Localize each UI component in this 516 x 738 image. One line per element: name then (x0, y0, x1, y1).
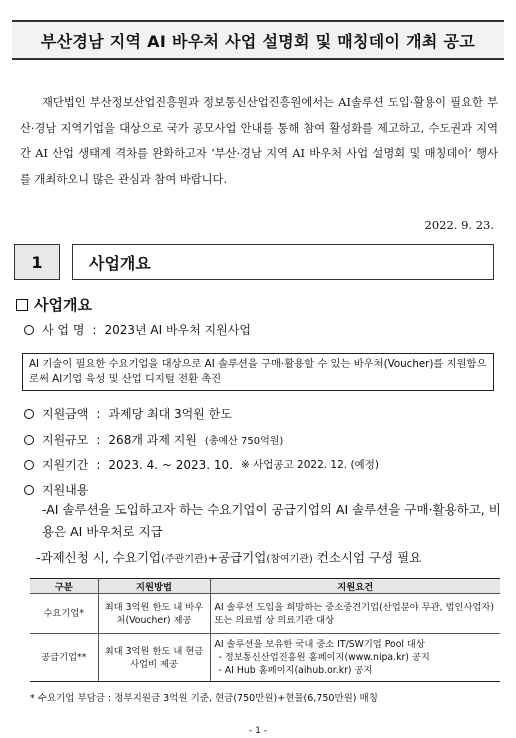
table-cell-method: 최대 3억원 한도 내 현금 사업비 제공 (98, 634, 210, 682)
circle-bullet-icon (24, 409, 34, 419)
detail-label: 지원금액 (42, 407, 89, 421)
announcement-date: 2022. 9. 23. (424, 218, 494, 232)
detail-note: (총예산 750억원) (204, 436, 284, 447)
detail-colon: : (96, 406, 101, 421)
circle-bullet-icon (24, 435, 34, 445)
detail-note: ※ 사업공고 2022. 12. (예정) (240, 459, 379, 471)
table-cell-type: 수요기업* (30, 594, 98, 634)
detail-item-period (24, 456, 379, 473)
detail-value: 268개 과제 지원 (108, 433, 197, 447)
dash2-part-b: (주관기관) (161, 554, 208, 565)
section-number: 1 (14, 244, 60, 280)
project-description-box (22, 353, 494, 391)
detail-value: 2023. 4. ~ 2023. 10. (108, 457, 233, 472)
project-description: AI 기술이 필요한 수요기업을 대상으로 AI 솔루션을 구매·활용할 수 있는 바우처(Voucher)를 지원함으로써 AI기업 육성 및 산업 디지털 전환 촉진 (29, 358, 487, 385)
support-content-item (24, 481, 88, 498)
project-name-label: 사 업 명 (42, 323, 85, 337)
circle-bullet-icon (24, 325, 34, 335)
support-content-dash-1: -AI 솔루션을 도입하고자 하는 수요기업이 공급기업의 AI 솔루션을 구매·활용하고, 비용은 AI 바우처로 지급 (42, 502, 501, 539)
section-header (14, 244, 494, 280)
project-name-colon: : (92, 322, 97, 337)
detail-value: 과제당 최대 3억원 한도 (108, 407, 232, 421)
support-content-dash-2 (36, 547, 496, 571)
detail-item-scale (24, 431, 283, 448)
project-name-value: 2023년 AI 바우처 지원사업 (104, 323, 251, 337)
circle-bullet-icon (24, 485, 34, 495)
subsection-heading (16, 294, 92, 315)
document-title-text: 부산경남 지역 AI 바우처 사업 설명회 및 매칭데이 개최 공고 (40, 31, 476, 51)
intro-paragraph: 재단법인 부산정보산업진흥원과 정보통신산업진흥원에서는 AI솔루션 도입·활용이 필요한 부산·경남 지역기업을 대상으로 국가 공모사업 안내를 통해 참여 활성화를 제고하고, 수도권과 지역 간 AI 산업 생태계 격차를 완화하고자 ‘부산·경남 지역 AI 바우처 사업 설명회 및 매칭데이’ 행사를 개최하오니 많은 관심과 참여 바랍니다. (20, 96, 498, 186)
table-cell-requirement: AI 솔루션 도입을 희망하는 중소중견기업(산업분야 무관, 법인사업자) 또는 의료법 상 의료기관 대상 (210, 594, 500, 634)
detail-label: 지원기간 (42, 458, 89, 472)
requirement-line: AI 솔루션을 보유한 국내 중소 IT/SW기업 Pool 대상 (214, 639, 425, 650)
intro-section (20, 90, 498, 192)
table-cell-requirement (210, 634, 500, 682)
subsection-title: 사업개요 (34, 296, 92, 314)
project-name-item (24, 321, 251, 338)
support-content-label: 지원내용 (42, 483, 89, 497)
dash2-part-d: (참여기관) (266, 554, 313, 565)
footnote: * 수요기업 부담금 : 정부지원금 3억원 기준, 현금(750만원)+현물(6,750만원) 매칭 (30, 693, 378, 704)
table-row (30, 594, 500, 634)
detail-label: 지원규모 (42, 433, 89, 447)
support-table (30, 578, 500, 682)
table-header: 지원요건 (210, 579, 500, 594)
dash2-part-a: -과제신청 시, 수요기업 (36, 550, 162, 565)
table-header: 지원방법 (98, 579, 210, 594)
detail-colon: : (96, 457, 101, 472)
table-cell-type: 공급기업** (30, 634, 98, 682)
detail-colon: : (96, 432, 101, 447)
table-header-row (30, 579, 500, 594)
dash2-part-e: 컨소시엄 구성 필요 (312, 550, 422, 565)
square-bullet-icon (16, 299, 28, 311)
page-number: - 1 - (249, 726, 267, 736)
table-cell-method: 최대 3억원 한도 내 바우처(Voucher) 제공 (98, 594, 210, 634)
table-row (30, 634, 500, 682)
document-title (12, 20, 504, 60)
section-title: 사업개요 (72, 244, 494, 280)
requirement-line: - AI Hub 홈페이지(aihub.or.kr) 공지 (218, 665, 373, 676)
requirement-line: - 정보통신산업진흥원 홈페이지(www.nipa.kr) 공지 (218, 652, 430, 663)
table-header: 구분 (30, 579, 98, 594)
detail-item-amount (24, 405, 232, 422)
dash2-part-c: +공급기업 (207, 550, 267, 565)
circle-bullet-icon (24, 460, 34, 470)
